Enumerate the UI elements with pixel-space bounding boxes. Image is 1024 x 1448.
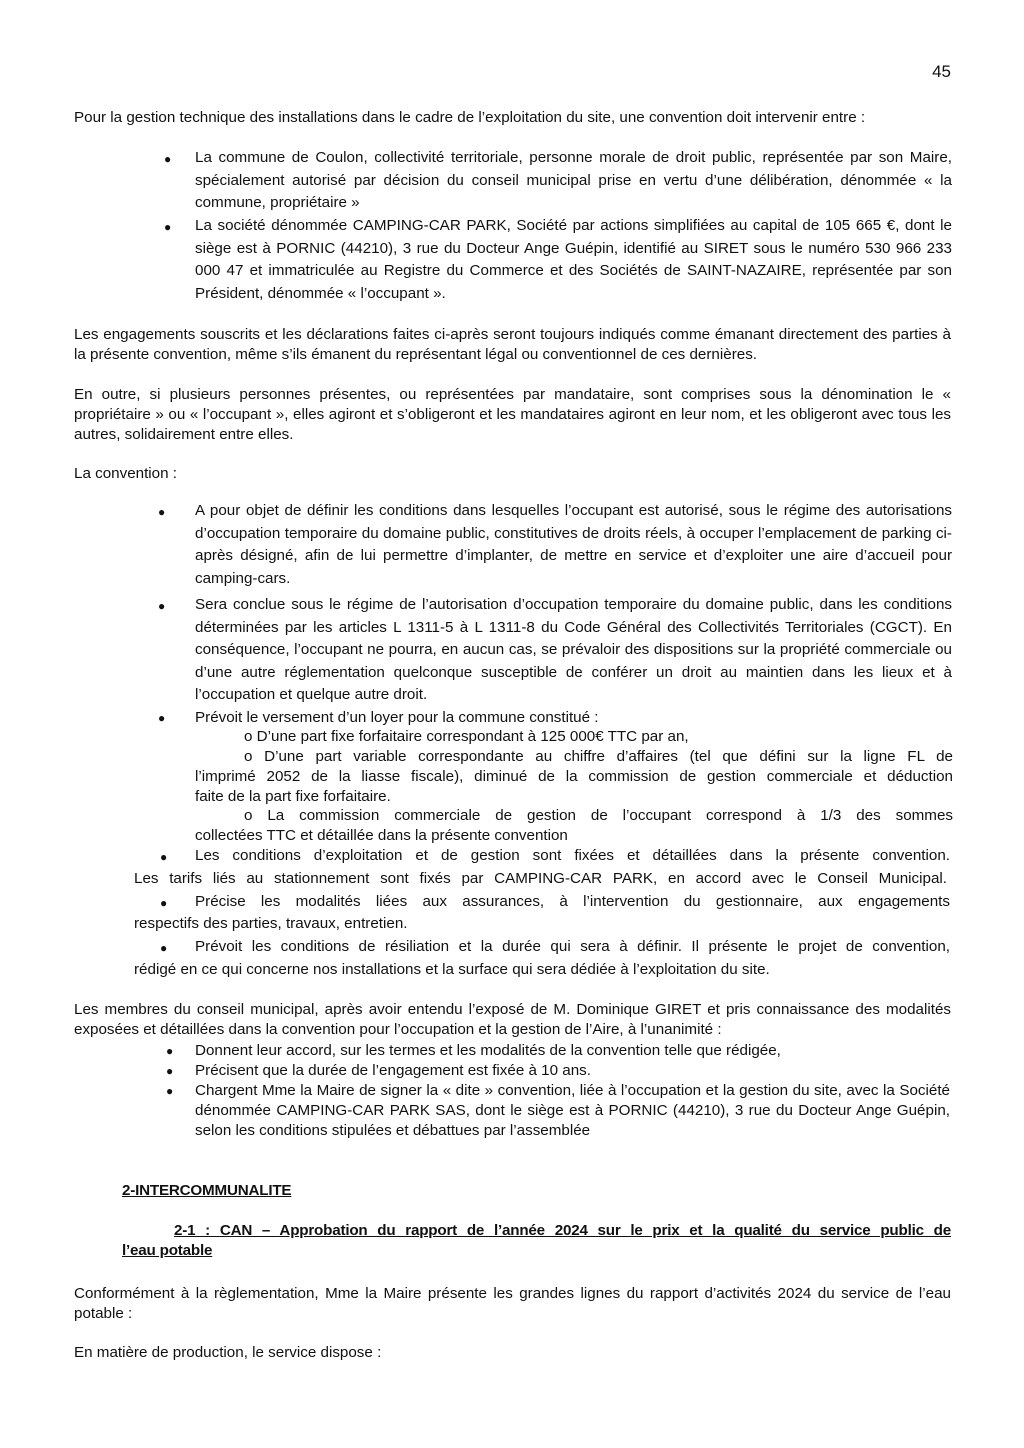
convention-item-objet: A pour objet de définir les conditions dans lesquelles l’occupant est autorisé, sous le régime des autorisations d’occupation temporaire du domaine public, constitutives de droits réels, à occuper l’emplacement de parking ci-après désigné, afin de lui permettre d’implanter, de mettre en service et d’exploiter une aire d’accueil pour camping-cars. [195, 502, 952, 587]
decision-duree: Précisent que la durée de l’engagement est fixée à 10 ans. [195, 1062, 591, 1079]
party-occupant: La société dénommée CAMPING-CAR PARK, Société par actions simplifiées au capital de 105 665 €, dont le siège est à PORNIC (44210), 3 rue du Docteur Ange Guépin, identifié au SIRET sous le numéro 530 966 233 000 47 et immatriculée au Registre du Commerce et des Sociétés de SAINT-NAZAIRE, représentée par son Président, dénommée « l’occupant ». [195, 217, 952, 302]
mandataires-paragraph: En outre, si plusieurs personnes présentes, ou représentées par mandataire, sont comprises sous la dénomination le « propriétaire » ou « l’occupant », elles agiront et s’obligeront et les mandataires agiront en leur nom, et les obligeront avec tous les autres, solidairement entre elles. [74, 386, 951, 443]
bullet-icon: ● [164, 220, 172, 234]
subsection-title-line2: l’eau potable [122, 1242, 213, 1259]
intro-paragraph: Pour la gestion technique des installations dans le cadre de l’exploitation du site, une convention doit intervenir entre : [74, 109, 866, 126]
loyer-commission-line2: collectées TTC et détaillée dans la présente convention [195, 827, 568, 844]
conditions-line2: Les tarifs liés au stationnement sont fixés par CAMPING-CAR PARK, en accord avec le Conseil Municipal. [134, 870, 947, 887]
bullet-icon: ● [160, 850, 168, 864]
decision-signature: Chargent Mme la Maire de signer la « dite » convention, liée à l’occupation et la gestion du site, avec la Société dénommée CAMPING-CAR PARK SAS, dont le siège est à PORNIC (44210), 3 rue du Docteur Ange Guépin, selon les conditions stipulées et débattues par l’assemblée [195, 1082, 950, 1139]
bullet-icon: ● [166, 1084, 174, 1098]
section-title-intercommunalite: 2-INTERCOMMUNALITE [122, 1182, 292, 1199]
bullet-icon: ● [160, 941, 168, 955]
subsection-title-line1: 2-1 : CAN – Approbation du rapport de l’année 2024 sur le prix et la qualité du service public de [174, 1222, 951, 1239]
rapport-paragraph: Conformément à la règlementation, Mme la Maire présente les grandes lignes du rapport d’activités 2024 du service de l’eau potable : [74, 1285, 951, 1322]
loyer-part-variable-line1: o D’une part variable correspondante au chiffre d’affaires (tel que défini sur la ligne FL de [244, 748, 953, 765]
decision-intro: Les membres du conseil municipal, après avoir entendu l’exposé de M. Dominique GIRET et pris connaissance des modalités exposées et détaillées dans la convention pour l’occupation et la gestion de l’Aire, à l’unanimité : [74, 1001, 951, 1038]
party-commune: La commune de Coulon, collectivité territoriale, personne morale de droit public, représentée par son Maire, spécialement autorisé par décision du conseil municipal prise en vertu d’une délibération, dénommée « la commune, propriétaire » [195, 149, 952, 211]
assurances-line1: Précise les modalités liées aux assurances, à l’intervention du gestionnaire, aux engagements [195, 893, 950, 910]
loyer-commission-line1: o La commission commerciale de gestion de l’occupant correspond à 1/3 des sommes [244, 807, 953, 824]
convention-item-regime: Sera conclue sous le régime de l’autorisation d’occupation temporaire du domaine public, dans les conditions déterminées par les articles L 1311-5 à L 1311-8 du Code Général des Collectivités Territoriales (CGCT). En conséquence, l’occupant ne pourra, en aucun cas, se prévaloir des dispositions sur la propriété commerciale ou d’une autre réglementation quelconque susceptible de conférer un droit au maintien dans les lieux et à l’occupation et quelque autre droit. [195, 596, 952, 703]
assurances-line2: respectifs des parties, travaux, entretien. [134, 915, 408, 932]
loyer-part-variable-line2: l’imprimé 2052 de la liasse fiscale), diminué de la commission de gestion commerciale et déduction [195, 768, 953, 785]
bullet-icon: ● [160, 896, 168, 910]
bullet-icon: ● [158, 711, 166, 725]
bullet-icon: ● [158, 599, 166, 613]
decision-accord: Donnent leur accord, sur les termes et les modalités de la convention telle que rédigée, [195, 1042, 781, 1059]
convention-label: La convention : [74, 465, 178, 482]
resiliation-line1: Prévoit les conditions de résiliation et la durée qui sera à définir. Il présente le projet de convention, [195, 938, 950, 955]
conditions-line1: Les conditions d’exploitation et de gestion sont fixées et détaillées dans la présente convention. [195, 847, 950, 864]
production-label: En matière de production, le service dispose : [74, 1344, 382, 1361]
loyer-intro: Prévoit le versement d’un loyer pour la commune constitué : [195, 709, 599, 726]
engagements-paragraph: Les engagements souscrits et les déclarations faites ci-après seront toujours indiqués comme émanant directement des parties à la présente convention, même s’ils émanent du représentant légal ou conventionnel de ces dernières. [74, 326, 951, 363]
bullet-icon: ● [158, 505, 166, 519]
page-number: 45 [932, 62, 951, 81]
loyer-part-variable-line3: faite de la part fixe forfaitaire. [195, 788, 391, 805]
resiliation-line2: rédigé en ce qui concerne nos installations et la surface qui sera dédiée à l’exploitation du site. [134, 961, 770, 978]
bullet-icon: ● [166, 1044, 174, 1058]
bullet-icon: ● [164, 152, 172, 166]
loyer-part-fixe: o D’une part fixe forfaitaire correspondant à 125 000€ TTC par an, [244, 728, 689, 745]
bullet-icon: ● [166, 1064, 174, 1078]
